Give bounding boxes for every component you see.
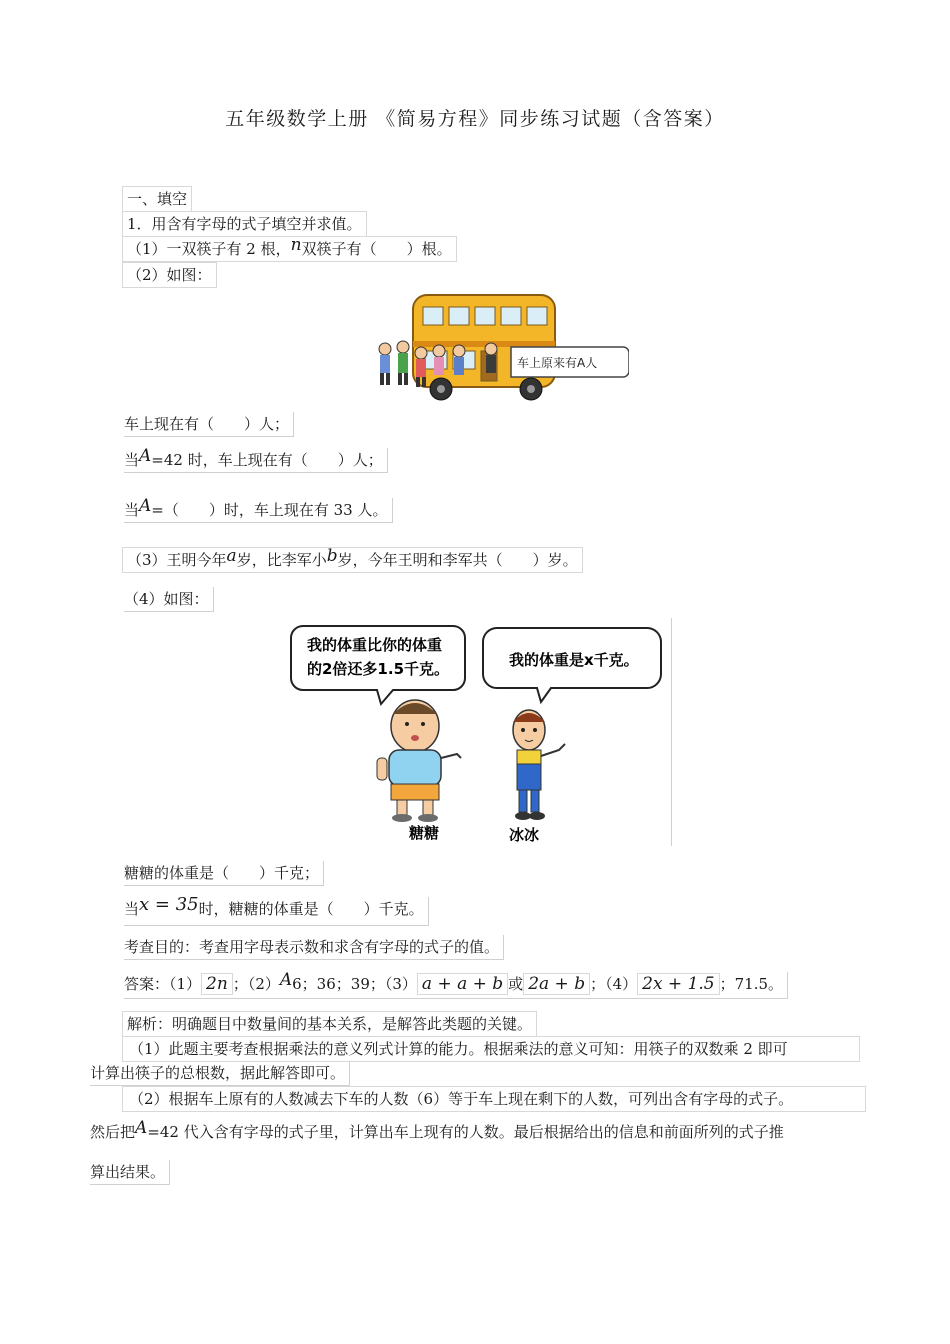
question-1-1: （1）一双筷子有 2 根，n双筷子有（ ）根。 xyxy=(122,236,457,262)
variable-a: a xyxy=(226,546,237,566)
bus-answer-line-1: 车上现在有（ ）人； xyxy=(124,412,294,437)
name-bingbing: 冰冰 xyxy=(509,826,540,844)
answer-3a: a + a + b xyxy=(417,973,508,995)
variable-b: b xyxy=(326,546,338,566)
question-1-3: （3）王明今年a岁，比李军小b岁，今年王明和李军共（ ）岁。 xyxy=(122,547,583,573)
bubble-right-text: 我的体重是x千克。 xyxy=(509,651,639,669)
test-purpose: 考查目的：考查用字母表示数和求含有字母的式子的值。 xyxy=(124,935,504,960)
explanation-2-line-2: 然后把A=42 代入含有字母的式子里，计算出车上现有的人数。最后根据给出的信息和前面所列的式子推 xyxy=(90,1118,784,1141)
weight-figure xyxy=(285,618,672,846)
page-title: 五年级数学上册 《简易方程》同步练习试题（含答案） xyxy=(225,108,725,130)
question-1-4: （4）如图： xyxy=(124,587,214,612)
explanation-1-line-2: 计算出筷子的总根数，据此解答即可。 xyxy=(90,1061,350,1086)
equation-x-35: x = 35 xyxy=(139,894,199,915)
explanation-2-line-3: 算出结果。 xyxy=(90,1160,170,1185)
question-1: 1．用含有字母的式子填空并求值。 xyxy=(122,211,367,237)
answer-1: 2n xyxy=(201,973,233,995)
name-tangtang: 糖糖 xyxy=(409,824,440,842)
answer-3b: 2a + b xyxy=(523,973,590,995)
bubble-left-line-2: 的2倍还多1.5千克。 xyxy=(307,660,450,678)
bus-sign-text: 车上原来有A人 xyxy=(517,356,598,370)
bingbing-illustration xyxy=(513,710,565,820)
explanation-1-line-1: （1）此题主要考查根据乘法的意义列式计算的能力。根据乘法的意义可知：用筷子的双数乘 2 即可 xyxy=(122,1036,860,1062)
explanation-2-line-1: （2）根据车上原有的人数减去下车的人数（6）等于车上现在剩下的人数，可列出含有字母的式子。 xyxy=(122,1086,866,1112)
answer-2: A xyxy=(279,970,293,990)
variable-A: A xyxy=(139,496,152,516)
variable-n: n xyxy=(290,235,302,255)
bus-figure xyxy=(373,285,629,403)
section-header: 一、填空 xyxy=(122,186,192,212)
variable-A: A xyxy=(135,1118,148,1138)
bubble-left-line-1: 我的体重比你的体重 xyxy=(307,636,443,654)
analysis: 解析：明确题目中数量间的基本关系，是解答此类题的关键。 xyxy=(122,1011,537,1037)
tangtang-illustration xyxy=(377,700,461,822)
answer-line: 答案：（1） 2n ；（2）A6；36；39；（3） a + a + b 或 2a + b ；（4） 2x + 1.5 ；71.5。 xyxy=(124,972,788,999)
tang-answer-line-2: 当x = 35时，糖糖的体重是（ ）千克。 xyxy=(124,897,429,926)
answer-4: 2x + 1.5 xyxy=(637,973,720,995)
bus-answer-line-3: 当A=（ ）时，车上现在有 33 人。 xyxy=(124,498,393,523)
variable-A: A xyxy=(139,446,152,466)
question-1-2: （2）如图： xyxy=(122,262,217,288)
bus-answer-line-2: 当A=42 时，车上现在有（ ）人； xyxy=(124,448,388,473)
tang-answer-line-1: 糖糖的体重是（ ）千克； xyxy=(124,861,324,886)
